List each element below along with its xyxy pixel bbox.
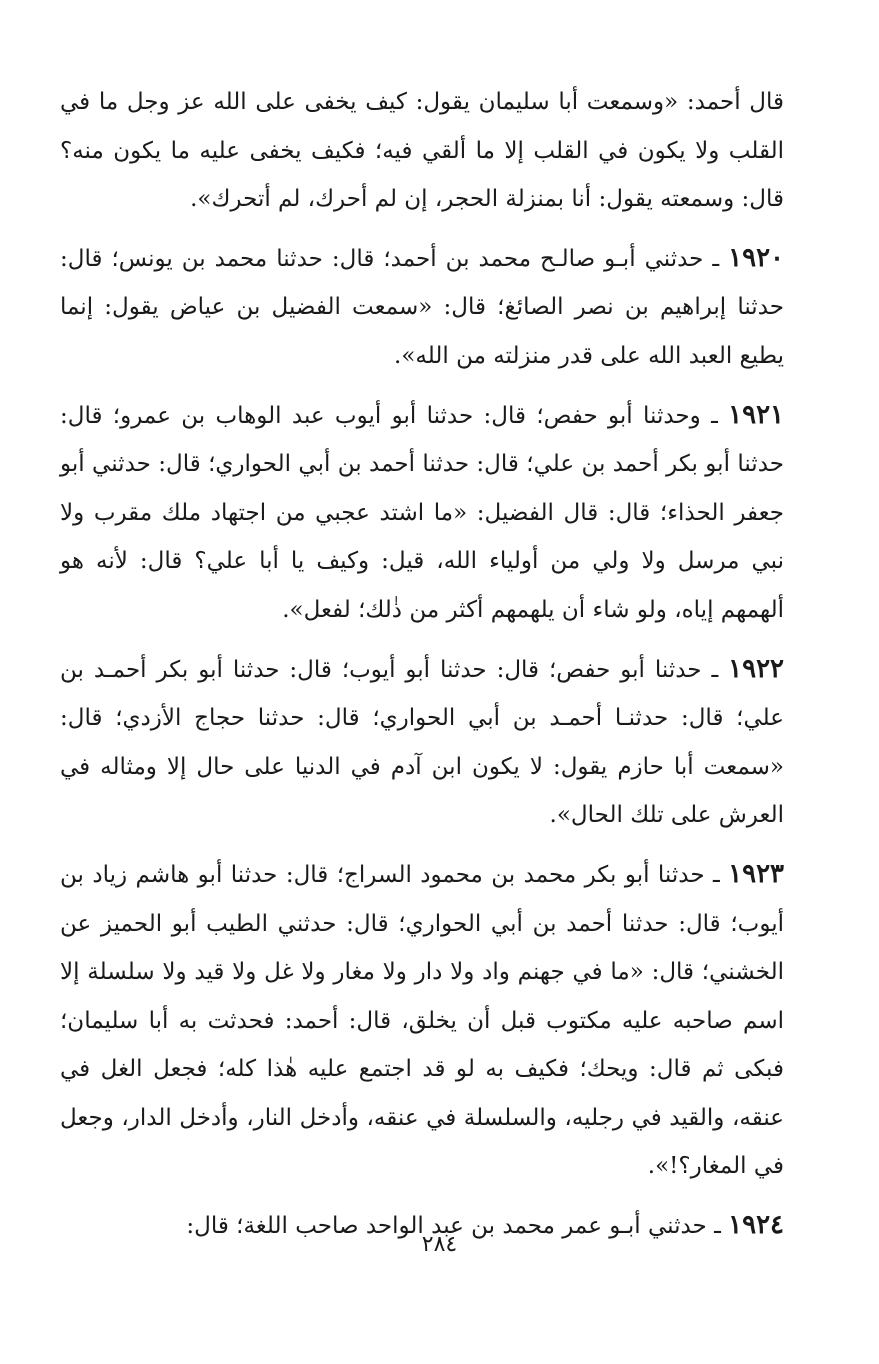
paragraph-text: قال أحمد: «وسمعت أبا سليمان يقول: كيف يخفى على الله عز وجل ما في القلب ولا يكون في القلب إلا ما ألقي فيه؛ فكيف يخفى عليه ما يكون منه؟ قال: وسمعته يقول: أنا بمنزلة الحجر، إن لم أحرك، لم أتحرك».	[60, 89, 784, 213]
hadith-number: ١٩٢٣	[728, 858, 784, 889]
hadith-number: ١٩٢٠	[728, 242, 784, 273]
page-body	[60, 78, 784, 1261]
page-number: ٢٨٤	[421, 1232, 458, 1257]
paragraph-text: ـ حدثني أبـو صالـح محمد بن أحمد؛ قال: حدثنا محمد بن يونس؛ قال: حدثنا إبراهيم بن نصر الصائغ؛ قال: «سمعت الفضيل بن عياض يقول: إنما يطيع العبد الله على قدر منزلته من الله».	[60, 245, 784, 369]
hadith-number: ١٩٢٤	[728, 1210, 784, 1241]
hadith-number: ١٩٢١	[728, 399, 784, 430]
paragraph-text: ـ وحدثنا أبو حفص؛ قال: حدثنا أبو أيوب عبد الوهاب بن عمرو؛ قال: حدثنا أبو بكر أحمد بن علي؛ قال: حدثنا أحمد بن أبي الحواري؛ قال: حدثني أبو جعفر الحذاء؛ قال: قال الفضيل: «ما اشتد عجبي من اجتهاد ملك مقرب ولا نبي مرسل ولا ولي من أولياء الله، قيل: وكيف يا أبا علي؟ قال: لأنه هو ألهمهم إياه، ولو شاء أن يلهمهم أكثر من ذٰلك؛ لفعل».	[60, 402, 784, 623]
hadith-1923	[60, 850, 784, 1191]
hadith-1920	[60, 234, 784, 381]
paragraph-text: ـ حدثنا أبو حفص؛ قال: حدثنا أبو أيوب؛ قال: حدثنا أبو بكر أحمـد بن علي؛ قال: حدثنـا أحمـد بن أبي الحواري؛ قال: حدثنا حجاج الأزدي؛ قال: «سمعت أبا حازم يقول: لا يكون ابن آدم في الدنيا على حال إلا ومثاله في العرش على تلك الحال».	[60, 656, 784, 829]
paragraph-continuation	[60, 78, 784, 224]
paragraph-text: ـ حدثنا أبو بكر محمد بن محمود السراج؛ قال: حدثنا أبو هاشم زياد بن أيوب؛ قال: حدثنا أحمد بن أبي الحواري؛ قال: حدثني الطيب أبو الحميز عن الخشني؛ قال: «ما في جهنم واد ولا دار ولا مغار ولا غل ولا قيد ولا سلسلة إلا اسم صاحبه عليه مكتوب قبل أن يخلق، قال: أحمد: فحدثت به أبا سليمان؛ فبكى ثم قال: ويحك؛ فكيف به لو قد اجتمع عليه هٰذا كله؛ فجعل الغل في عنقه، والقيد في رجليه، والسلسلة في عنقه، وأدخل النار، وأدخل الدار، وجعل في المغار؟!».	[60, 861, 784, 1180]
paragraph-text: ـ حدثني أبـو عمر محمد بن عبد الواحد صاحب اللغة؛ قال:	[186, 1213, 729, 1240]
hadith-1922	[60, 645, 784, 840]
hadith-1921	[60, 391, 784, 635]
hadith-number: ١٩٢٢	[728, 653, 784, 684]
